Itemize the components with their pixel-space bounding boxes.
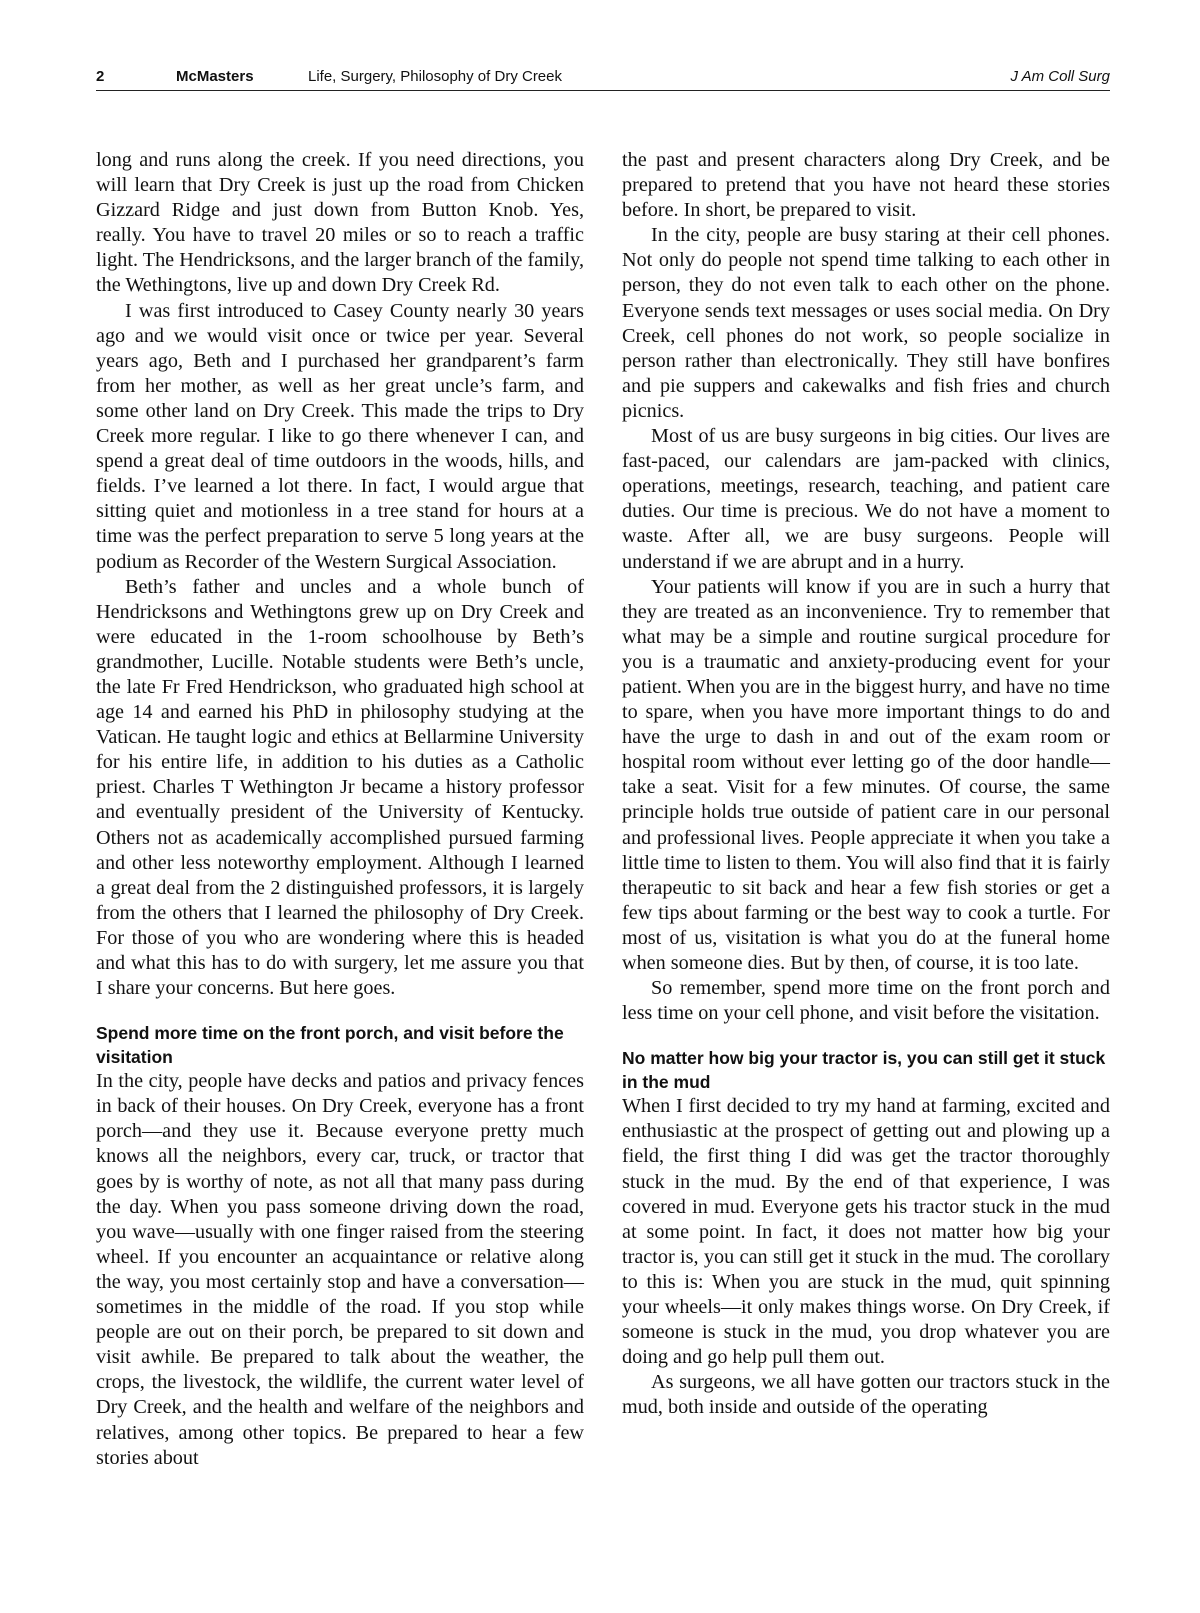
body-paragraph: long and runs along the creek. If you need directions, you will learn that Dry Creek is just up the road from Chicken Gizzard Ridge and just down from Button Knob. Yes, really. You have to travel 20 miles or so to reach a traffic light. The Hendricksons, and the larger branch of the family, the Wethingtons, live up and down Dry Creek Rd. (96, 149, 584, 297)
right-column (622, 148, 1110, 1421)
body-paragraph: I was first introduced to Casey County nearly 30 years ago and we would visit once or twice per year. Several years ago, Beth and I purchased her grandparent’s farm from her mother, as well as her great uncle’s farm, and some other land on Dry Creek. This made the trips to Dry Creek more regular. I like to go there whenever I can, and spend a great deal of time outdoors in the woods, hills, and fields. I’ve learned a lot there. In fact, I would argue that sitting quiet and motionless in a tree stand for hours at a time was the perfect preparation to serve 5 long years at the podium as Recorder of the Western Surgical Association. (96, 299, 584, 573)
body-paragraph: the past and present characters along Dry Creek, and be prepared to pretend that you have not heard these stories before. In short, be prepared to visit. (622, 149, 1110, 222)
body-paragraph: When I first decided to try my hand at farming, excited and enthusiastic at the prospect of getting out and plowing up a field, the first thing I did was get the tractor thoroughly stuck in the mud. By the end of that experience, I was covered in mud. Everyone gets his tractor stuck in the mud at some point. In fact, it does not matter how big your tractor is, you can still get it stuck in the mud. The corollary to this is: When you are stuck in the mud, quit spinning your wheels—it only makes things worse. On Dry Creek, if someone is stuck in the mud, you drop whatever you are doing and go help pull them out. (622, 1095, 1110, 1369)
page-number: 2 (96, 68, 105, 85)
body-paragraph: So remember, spend more time on the front porch and less time on your cell phone, and visit before the visitation. (622, 977, 1110, 1025)
section-heading-tractor: No matter how big your tractor is, you can still get it stuck in the mud (622, 1048, 1106, 1093)
section-heading-front-porch: Spend more time on the front porch, and visit before the visitation (96, 1023, 564, 1068)
body-paragraph: Most of us are busy surgeons in big cities. Our lives are fast-paced, our calendars are jam-packed with clinics, operations, meetings, research, teaching, and patient care duties. Our time is precious. We do not have a moment to waste. After all, we are busy surgeons. People will understand if we are abrupt and in a hurry. (622, 425, 1110, 573)
body-paragraph: In the city, people are busy staring at their cell phones. Not only do people not spend time talking to each other in person, they do not even talk to each other on the phone. Everyone sends text messages or uses social media. On Dry Creek, cell phones do not work, so people socialize in person rather than electronically. They still have bonfires and pie suppers and cakewalks and fish fries and church picnics. (622, 224, 1110, 422)
body-paragraph: Beth’s father and uncles and a whole bunch of Hendricksons and Wethingtons grew up on Dry Creek and were educated in the 1-room schoolhouse by Beth’s grandmother, Lucille. Notable students were Beth’s uncle, the late Fr Fred Hendrickson, who graduated high school at age 14 and earned his PhD in philosophy studying at the Vatican. He taught logic and ethics at Bellarmine University for his entire life, in addition to his duties as a Catholic priest. Charles T Wethington Jr became a history professor and eventually president of the University of Kentucky. Others not as academically accomplished pursued farming and other less noteworthy employment. Although I learned a great deal from the 2 distinguished professors, it is largely from the others that I learned the philosophy of Dry Creek. For those of you who are wondering where this is headed and what this has to do with surgery, let me assure you that I share your concerns. But here goes. (96, 575, 584, 1000)
body-paragraph: In the city, people have decks and patios and privacy fences in back of their houses. On Dry Creek, everyone has a front porch—and they use it. Because everyone pretty much knows all the neighbors, every car, truck, or tractor that goes by is worthy of note, as not all that many pass during the day. When you pass someone driving down the road, you wave—usually with one finger raised from the steering wheel. If you encounter an acquaintance or relative along the way, you most certainly stop and have a conversation—sometimes in the middle of the road. If you stop while people are out on their porch, be prepared to sit down and visit awhile. Be prepared to talk about the weather, the crops, the livestock, the wildlife, the current water level of Dry Creek, and the health and welfare of the neighbors and relatives, among other topics. Be prepared to hear a few stories about (96, 1070, 584, 1469)
header-author: McMasters (176, 68, 254, 85)
body-paragraph: Your patients will know if you are in such a hurry that they are treated as an inconvenience. Try to remember that what may be a simple and routine surgical procedure for you is a traumatic and anxiety-producing event for your patient. When you are in the biggest hurry, and have no time to spare, when you have more important things to do and have the urge to dash in and out of the exam room or hospital room without ever letting go of the door handle—take a seat. Visit for a few minutes. Of course, the same principle holds true outside of patient care in our personal and professional lives. People appreciate it when you take a little time to listen to them. You will also find that it is fairly therapeutic to sit back and hear a few fish stories or get a few tips about farming or the best way to cook a turtle. For most of us, visitation is what you do at the funeral home when someone dies. But by then, of course, it is too late. (622, 575, 1110, 974)
left-column (96, 148, 584, 1471)
running-header (96, 62, 1110, 91)
header-journal: J Am Coll Surg (1010, 68, 1110, 85)
body-paragraph: As surgeons, we all have gotten our tractors stuck in the mud, both inside and outside of the operating (622, 1371, 1110, 1419)
header-running-title: Life, Surgery, Philosophy of Dry Creek (308, 68, 562, 85)
